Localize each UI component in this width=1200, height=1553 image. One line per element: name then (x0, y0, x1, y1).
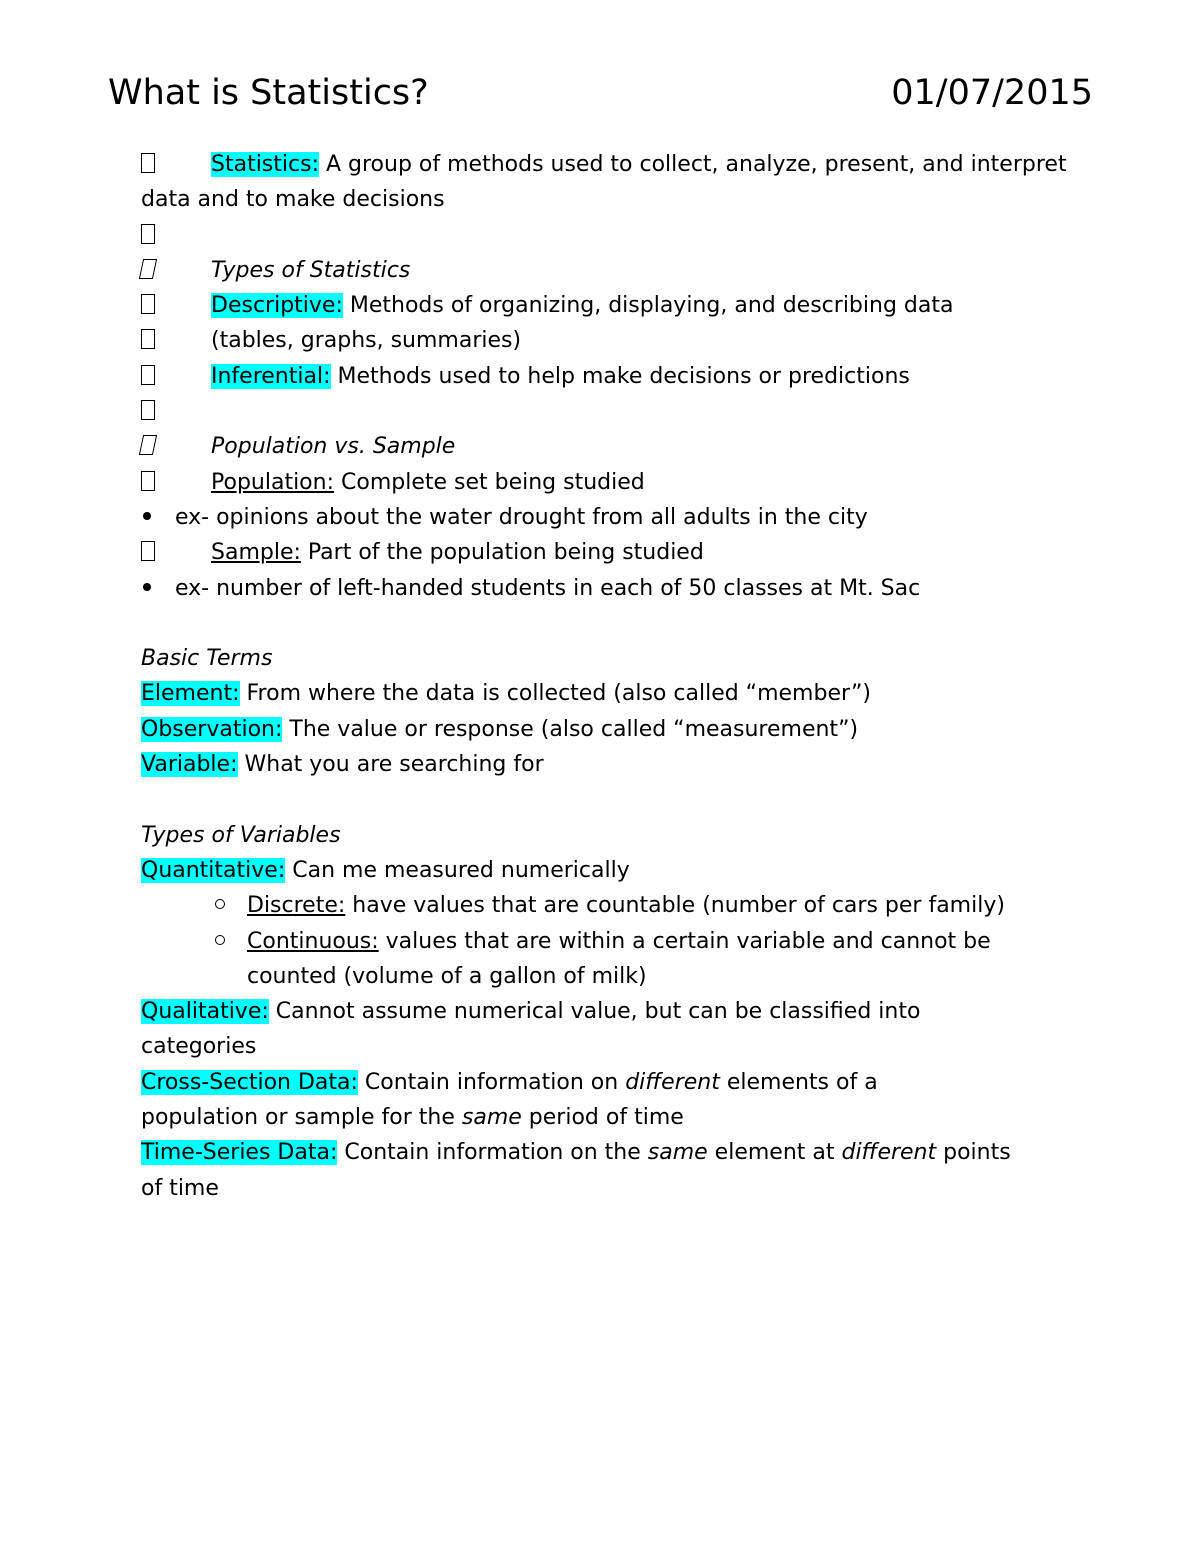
sample-def: Part of the population being studied (300, 540, 704, 566)
element-def: From where the data is collected (also called “member”) (239, 681, 871, 707)
empty-line (141, 394, 1071, 429)
time-def-text: Contain information on the (337, 1140, 648, 1166)
qualitative-def: Cannot assume numerical value, but can be classified into categories (141, 999, 921, 1060)
missing-glyph-icon (141, 541, 155, 561)
heading-text: Types of Variables (141, 822, 341, 848)
missing-glyph-icon (141, 329, 155, 349)
heading-text: Types of Statistics (211, 257, 411, 283)
element-line (141, 676, 1071, 711)
cross-def-text: period of time (521, 1105, 684, 1131)
missing-glyph-icon (139, 435, 157, 455)
sample-example (141, 571, 1071, 606)
missing-glyph-icon (141, 365, 155, 385)
missing-glyph-icon (141, 153, 155, 173)
cross-def-emphasis: same (461, 1105, 522, 1131)
time-def-text: element at (707, 1140, 842, 1166)
cross-def-emphasis: different (625, 1069, 720, 1095)
continuous-term: Continuous: (247, 928, 379, 954)
heading-text: Population vs. Sample (211, 434, 456, 460)
missing-glyph-icon (141, 471, 155, 491)
cross-section-term: Cross-Section Data: (141, 1069, 358, 1095)
population-def: Complete set being studied (334, 469, 645, 495)
variable-def: What you are searching for (237, 752, 544, 778)
discrete-term: Discrete: (247, 893, 346, 919)
descriptive-line (141, 288, 1071, 323)
discrete-item (141, 888, 1071, 923)
descriptive-cont: (tables, graphs, summaries) (211, 328, 522, 354)
continuous-item (141, 924, 1071, 995)
quantitative-def: Can me measured numerically (285, 857, 630, 883)
qualitative-term: Qualitative: (141, 999, 269, 1025)
time-series-line (141, 1135, 1021, 1206)
bullet-icon (143, 583, 151, 591)
types-of-variables-heading (141, 818, 1071, 853)
page-title: What is Statistics? (108, 73, 429, 113)
missing-glyph-icon (141, 400, 155, 420)
discrete-def: have values that are countable (number of cars per family) (345, 893, 1005, 919)
population-term: Population: (211, 469, 334, 495)
heading-text: Basic Terms (141, 646, 273, 672)
missing-glyph-icon (141, 294, 155, 314)
quantitative-term: Quantitative: (141, 857, 286, 883)
missing-glyph-icon (141, 224, 155, 244)
statistics-definition (141, 147, 1071, 218)
population-vs-sample-heading (141, 429, 1071, 464)
cross-def-text: elements of a population or sample for the (141, 1069, 878, 1131)
qualitative-line (141, 994, 1001, 1065)
time-series-term: Time-Series Data: (141, 1140, 338, 1166)
observation-def: The value or response (also called “measurement”) (282, 716, 859, 742)
example-text: ex- number of left-handed students in each of 50 classes at Mt. Sac (175, 575, 921, 601)
statistics-def: A group of methods used to collect, analyze, present, and interpret data and to make decisions (141, 152, 1067, 213)
variable-term: Variable: (141, 752, 238, 778)
descriptive-def: Methods of organizing, displaying, and describing data (342, 293, 954, 319)
bullet-icon (143, 512, 151, 520)
missing-glyph-icon (139, 259, 157, 279)
variable-line (141, 747, 1071, 782)
sample-line (141, 535, 1071, 570)
cross-def-text: Contain information on (357, 1069, 626, 1095)
time-def-emphasis: different (841, 1140, 937, 1166)
inferential-term: Inferential: (211, 363, 331, 389)
population-example (141, 500, 1071, 535)
hollow-bullet-icon (215, 935, 225, 945)
descriptive-term: Descriptive: (211, 293, 343, 319)
statistics-term: Statistics: (211, 152, 319, 177)
notes-body (141, 147, 1071, 1206)
inferential-line (141, 359, 1071, 394)
time-def-text: points of time (141, 1140, 1011, 1201)
descriptive-cont-line (141, 323, 1071, 358)
continuous-def: values that are within a certain variable and cannot be counted (volume of a gallon of milk) (247, 928, 991, 989)
element-term: Element: (141, 681, 240, 707)
time-def-emphasis: same (647, 1140, 708, 1166)
page-date: 01/07/2015 (891, 73, 1093, 113)
observation-line (141, 712, 1071, 747)
population-line (141, 465, 1071, 500)
types-of-statistics-heading (141, 253, 1071, 288)
basic-terms-heading (141, 641, 1071, 676)
sample-term: Sample: (211, 540, 301, 566)
empty-line (141, 218, 1071, 253)
example-text: ex- opinions about the water drought from all adults in the city (175, 504, 868, 530)
quantitative-line (141, 853, 1071, 888)
cross-section-line (141, 1065, 951, 1136)
observation-term: Observation: (141, 716, 283, 742)
inferential-def: Methods used to help make decisions or predictions (330, 363, 910, 389)
